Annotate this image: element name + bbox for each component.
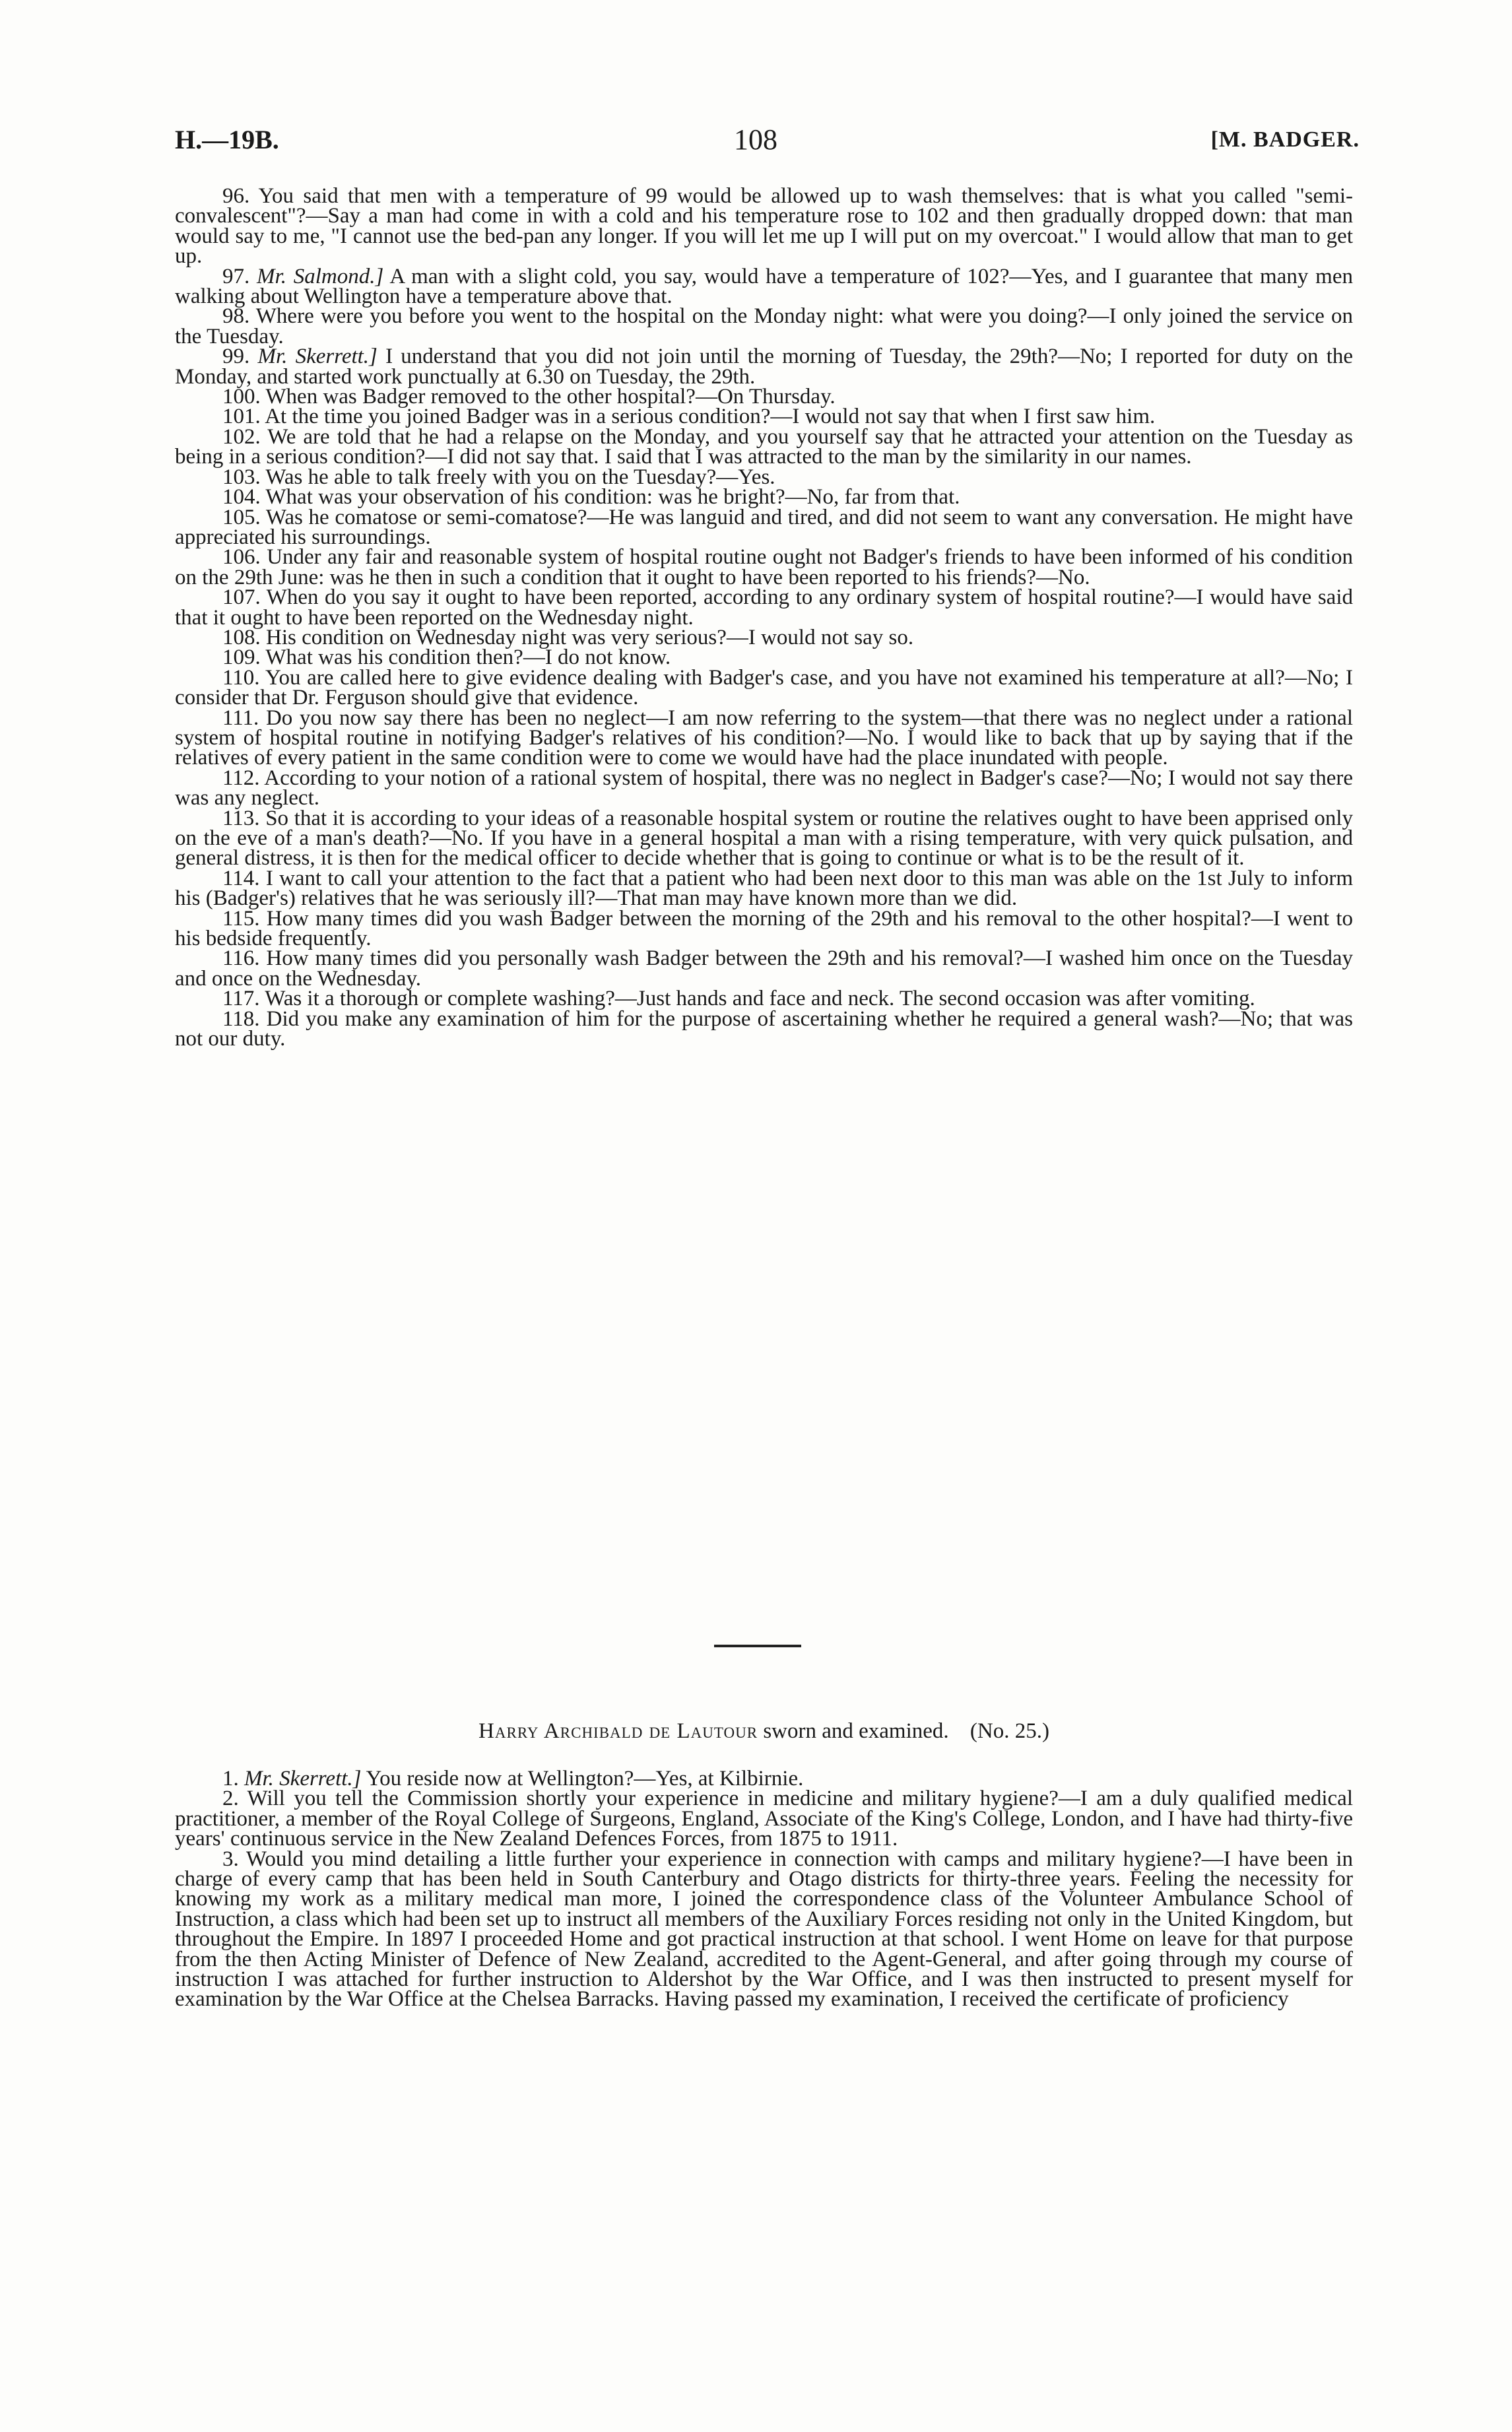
question-number: 115. (222, 906, 260, 931)
section-divider (714, 1645, 801, 1647)
qa-text: At the time you joined Badger was in a serious condition?—I would not say that when I first saw him. (265, 405, 1156, 429)
question-number: 98. (222, 304, 250, 329)
qa-text: We are told that he had a relapse on the Monday, and you yourself say that he attracted your attention on the Tuesday as being in a serious condition?—I did not say that. I said that I was attracted to the man by the similarity in our names. (175, 424, 1353, 469)
witness-name: Harry Archibald de Lautour (478, 1719, 758, 1743)
qa-text: So that it is according to your ideas of a reasonable hospital system or routine the relatives ought to have been apprised only on the eve of a man's death?—No. If you have in a general hospital a man with a rising temperature, with very quick pulsation, and general distress, it is then for the medical officer to decide whether that is going to continue or what is to be the result of it. (175, 806, 1354, 871)
question-number: 116. (222, 946, 260, 971)
question-number: 103. (222, 465, 261, 489)
qa-paragraph (175, 306, 1353, 346)
question-number: 114. (222, 866, 260, 890)
qa-paragraph (175, 346, 1353, 387)
page-number: 108 (734, 123, 777, 156)
question-number: 110. (222, 665, 260, 690)
qa-text: His condition on Wednesday night was very serious?—I would not say so. (266, 625, 914, 649)
question-number: 105. (222, 505, 261, 529)
qa-text: You said that men with a temperature of 99 would be allowed up to wash themselves: that is what you called "semi-convalescent"?—Say a man had come in with a cold and his temperature rose to 102 and then gradually dropped down: that man would say to me, "I cannot use the bed-pan any longer. If you will let me up I will put on my overcoat." I would allow that man to get up. (175, 184, 1354, 269)
question-number: 102. (222, 424, 261, 449)
qa-paragraph (175, 487, 1353, 507)
witness-number: (No. 25.) (970, 1719, 1049, 1743)
qa-text: Where were you before you went to the hospital on the Monday night: what were you doing?—I only joined the service on the Tuesday. (175, 304, 1353, 348)
qa-text: A man with a slight cold, you say, would have a temperature of 102?—Yes, and I guarantee that many men walking about Wellington have a temperature above that. (175, 264, 1353, 309)
question-number: 106. (222, 545, 261, 570)
qa-paragraph (175, 1769, 1353, 1789)
qa-paragraph (175, 405, 1353, 429)
question-number: 107. (222, 585, 261, 610)
qa-text: Was it a thorough or complete washing?—Just hands and face and neck. The second occasion was after vomiting. (265, 987, 1255, 1011)
qa-paragraph (175, 505, 1354, 549)
qa-text: How many times did you wash Badger between the morning of the 29th and his removal to the other hospital?—I went to his bedside frequently. (175, 906, 1354, 951)
qa-paragraph (175, 906, 1354, 951)
qa-paragraph (175, 625, 1353, 649)
question-number: 1. (222, 1767, 239, 1791)
speaker-label: Mr. Skerrett.] (244, 1767, 362, 1791)
question-number: 101. (222, 405, 261, 429)
qa-text: Did you make any examination of him for the purpose of ascertaining whether he required a general wash?—No; that was not our duty. (175, 1006, 1353, 1051)
qa-text: What was your observation of his condition: was he bright?—No, far from that. (265, 485, 960, 509)
qa-text: I understand that you did not join until the morning of Tuesday, the 29th?—No; I reported for duty on the Monday, and started work punctually at 6.30 on Tuesday, the 29th. (175, 345, 1354, 389)
witness-heading (175, 1721, 1353, 1741)
question-number: 2. (222, 1787, 239, 1811)
question-number: 96. (222, 184, 250, 208)
qa-text: What was his condition then?—I do not know. (265, 645, 671, 670)
qa-text: Would you mind detailing a little further your experience in connection with camps and military hygiene?—I have been in charge of every camp that has been held in South Canterbury and Otago districts for thirty-three years. Feeling the necessity for knowing my work as a military medical man more, I joined the correspondence class of the Volunteer Ambulance School of Instruction, a class which had been set up to instruct all members of the Auxiliary Forces residing not only in the United Kingdom, but throughout the Empire. In 1897 I proceeded Home and got practical instruction at that school. I went Home on leave for that purpose from the then Acting Minister of Defence of New Zealand, accredited to the Agent-General, and after going through my course of instruction I was attached for further instruction to Aldershot by the War Office, and I was then instructed to present myself for examination by the War Office at the Chelsea Barracks. Having passed my examination, I received the certificate of proficiency (175, 1847, 1353, 2012)
testimony-section-2 (175, 1769, 1353, 2010)
qa-text: When do you say it ought to have been reported, according to any ordinary system of hospital routine?—I would have said that it ought to have been reported on the Wednesday night. (175, 585, 1353, 630)
qa-text: You reside now at Wellington?—Yes, at Kilbirnie. (366, 1767, 804, 1791)
qa-paragraph (175, 1006, 1353, 1051)
qa-paragraph (175, 1789, 1353, 1849)
qa-text: When was Badger removed to the other hospital?—On Thursday. (265, 385, 836, 409)
header-left: H.—19B. (175, 125, 279, 154)
qa-paragraph (175, 987, 1353, 1011)
qa-text: How many times did you personally wash Badger between the 29th and his removal?—I washed him once on the Tuesday and once on the Wednesday. (175, 946, 1353, 991)
speaker-label: Mr. Salmond.] (257, 264, 384, 288)
testimony-section-1 (175, 186, 1353, 1049)
qa-text: Under any fair and reasonable system of hospital routine ought not Badger's friends to have been informed of his condition on the 29th June: was he then in such a condition that it ought to have been reported to his friends?—No. (175, 545, 1354, 589)
header-right: [M. BADGER. (1210, 127, 1360, 152)
question-number: 108. (222, 625, 261, 649)
question-number: 117. (222, 987, 260, 1011)
qa-paragraph (175, 186, 1353, 267)
qa-paragraph (175, 948, 1353, 989)
question-number: 3. (222, 1847, 239, 1871)
qa-paragraph (175, 547, 1353, 587)
question-number: 99. (222, 345, 250, 369)
qa-paragraph (175, 387, 1353, 407)
qa-text: According to your notion of a rational system of hospital, there was no neglect in Badger's case?—No; I would not say there was any neglect. (175, 766, 1353, 810)
question-number: 113. (222, 806, 260, 830)
qa-paragraph (175, 665, 1353, 710)
qa-text: I want to call your attention to the fact that a patient who had been next door to this man was able on the 1st July to inform his (Badger's) relatives that he was seriously ill?—That man may have known more than we did. (175, 866, 1353, 911)
qa-text: Was he comatose or semi-comatose?—He was languid and tired, and did not seem to want any conversation. He might have appreciated his surroundings. (175, 505, 1354, 549)
qa-text: Will you tell the Commission shortly your experience in medicine and military hygiene?—I am a duly qualified medical practitioner, a member of the Royal College of Surgeons, England, Associate of the King's College, London, and I have had thirty-five years' continuous service in the New Zealand Defences Forces, from 1875 to 1911. (175, 1787, 1353, 1851)
qa-paragraph (175, 467, 1353, 487)
qa-text: You are called here to give evidence dealing with Badger's case, and you have not examined his temperature at all?—No; I consider that Dr. Ferguson should give that evidence. (175, 665, 1353, 710)
qa-paragraph (175, 808, 1353, 869)
qa-text: Was he able to talk freely with you on the Tuesday?—Yes. (265, 465, 775, 489)
qa-paragraph (175, 866, 1353, 911)
question-number: 112. (222, 766, 260, 790)
qa-paragraph (175, 1849, 1353, 2010)
qa-paragraph (175, 645, 1353, 670)
qa-paragraph (175, 424, 1353, 469)
question-number: 118. (222, 1006, 260, 1031)
qa-paragraph (175, 264, 1353, 309)
question-number: 100. (222, 385, 261, 409)
question-number: 111. (222, 706, 259, 730)
qa-paragraph (175, 587, 1353, 628)
question-number: 97. (222, 264, 250, 288)
qa-text: Do you now say there has been no neglect—I am now referring to the system—that there was no neglect under a rational system of hospital routine in notifying Badger's relatives of his condition?—No. I would like to back that up by saying that if the relatives of every patient in the same condition were to come we would have had the place inundated with people. (175, 706, 1353, 770)
speaker-label: Mr. Skerrett.] (257, 345, 378, 369)
qa-paragraph (175, 708, 1353, 768)
question-number: 109. (222, 645, 261, 670)
qa-paragraph (175, 768, 1353, 808)
question-number: 104. (222, 485, 261, 509)
witness-heading-rest: sworn and examined. (763, 1719, 949, 1743)
